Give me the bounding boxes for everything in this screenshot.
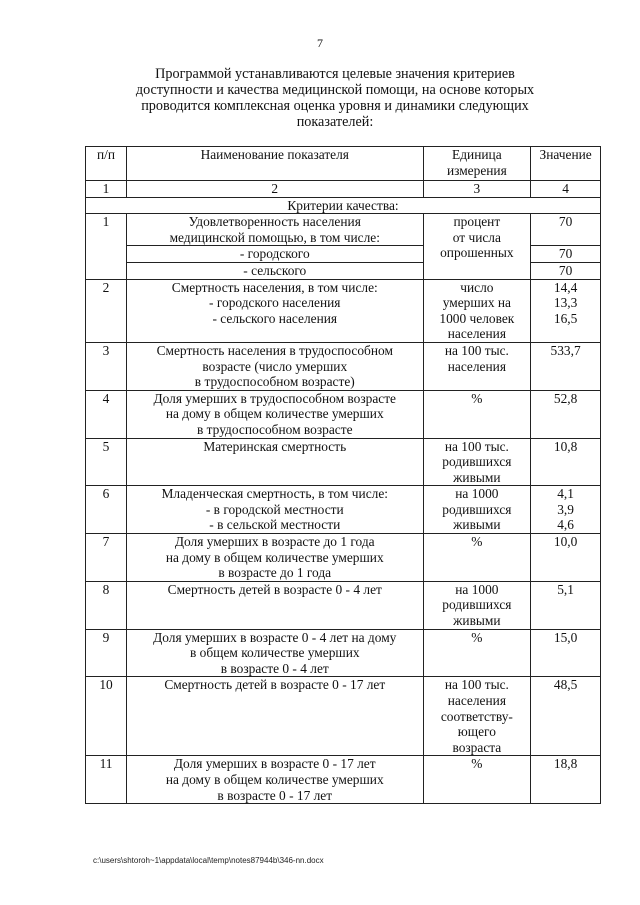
row-name — [127, 342, 423, 390]
row-name-line: медицинской помощью, в том числе: — [169, 229, 380, 245]
row-unit-line: родившихся — [442, 501, 512, 517]
row-name — [127, 214, 423, 246]
file-path-footer: c:\users\shtoroh~1\appdata\local\temp\notes87944b\346-nn.docx — [93, 856, 324, 865]
row-name — [127, 438, 423, 486]
table-row — [86, 756, 601, 804]
row-number: 10 — [86, 677, 127, 756]
row-unit-line: ющего — [457, 724, 496, 740]
row-name — [127, 486, 423, 534]
row-value-line: 13,3 — [553, 295, 578, 311]
row-unit — [423, 534, 531, 582]
table-row — [86, 390, 601, 438]
row-name-line: на дому в общем количестве умерших — [165, 549, 384, 565]
row-value — [531, 581, 601, 629]
subrow-name: - городского — [127, 246, 423, 263]
row-unit-line: от числа — [452, 229, 501, 245]
row-unit-line: на 100 тыс. — [444, 342, 509, 358]
subrow-name: - сельского — [127, 262, 423, 279]
row-name-line: - в сельской местности — [209, 517, 341, 533]
column-number: 2 — [127, 181, 423, 198]
row-unit-line: % — [471, 534, 483, 550]
row-value — [531, 534, 601, 582]
row-value: 70 — [531, 214, 601, 246]
row-name-line: в возрасте до 1 года — [218, 565, 332, 581]
row-name-line: Младенческая смертность, в том числе: — [161, 486, 388, 502]
row-number: 7 — [86, 534, 127, 582]
row-value-line: 533,7 — [550, 342, 581, 358]
row-unit-line: на 1000 — [455, 486, 499, 502]
row-unit-line: живыми — [453, 613, 501, 629]
row-number: 1 — [86, 214, 127, 279]
row-name-line: на дому в общем количестве умерших — [165, 771, 384, 787]
row-value-line: 48,5 — [553, 677, 578, 693]
row-number: 3 — [86, 342, 127, 390]
row-name-line: в трудоспособном возрасте — [197, 421, 353, 437]
row-unit — [423, 756, 531, 804]
row-unit-line: живыми — [453, 469, 501, 485]
row-name-line: на дому в общем количестве умерших — [165, 406, 384, 422]
row-name — [127, 677, 423, 756]
row-value — [531, 438, 601, 486]
page-number: 7 — [317, 36, 323, 50]
row-unit-line: живыми — [453, 517, 501, 533]
row-unit — [423, 677, 531, 756]
row-unit — [423, 279, 531, 342]
subrow-value: 70 — [531, 262, 601, 279]
row-name-line: Доля умерших в возрасте до 1 года — [174, 534, 375, 550]
row-value — [531, 629, 601, 677]
column-number: 4 — [531, 181, 601, 198]
row-unit — [423, 629, 531, 677]
row-value-line: 10,0 — [553, 534, 578, 550]
row-value — [531, 342, 601, 390]
row-unit-line: 1000 человек — [439, 310, 515, 326]
row-value — [531, 756, 601, 804]
table-row — [86, 677, 601, 756]
row-value — [531, 279, 601, 342]
intro-line: доступности и качества медицинской помощи, на основе которых — [135, 82, 535, 98]
row-number: 2 — [86, 279, 127, 342]
row-unit-line: % — [471, 756, 483, 772]
row-value-line: 14,4 — [553, 279, 578, 295]
row-number: 5 — [86, 438, 127, 486]
row-name — [127, 581, 423, 629]
table-header-row — [86, 147, 601, 181]
row-unit — [423, 342, 531, 390]
row-value — [531, 390, 601, 438]
row-name — [127, 756, 423, 804]
row-number: 11 — [86, 756, 127, 804]
row-value-line: 52,8 — [553, 390, 578, 406]
row-unit — [423, 390, 531, 438]
row-unit-line: % — [471, 390, 483, 406]
row-value-line: 3,9 — [557, 501, 574, 517]
row-value — [531, 677, 601, 756]
row-number: 9 — [86, 629, 127, 677]
row-name-line: в возрасте 0 - 4 лет — [220, 660, 329, 676]
table-row — [86, 629, 601, 677]
row-unit-line: процент — [453, 214, 501, 230]
table-row — [86, 279, 601, 342]
row-number: 6 — [86, 486, 127, 534]
row-value-line: 4,1 — [557, 486, 574, 502]
row-unit-line: населения — [447, 326, 506, 342]
section-row — [86, 197, 601, 214]
row-name-line: Смертность населения в трудоспособном — [156, 342, 393, 358]
row-name-line: Удовлетворенность населения — [188, 214, 361, 230]
table-row — [86, 581, 601, 629]
header-value: Значение — [531, 147, 601, 181]
row-name-line: Смертность детей в возрасте 0 - 4 лет — [167, 581, 382, 597]
header-number: п/п — [86, 147, 127, 181]
row-value-line: 16,5 — [553, 310, 578, 326]
row-value-line: 18,8 — [553, 756, 578, 772]
column-number: 1 — [86, 181, 127, 198]
row-unit-line: возраста — [452, 739, 502, 755]
row-name — [127, 390, 423, 438]
row-value-line: 10,8 — [553, 438, 578, 454]
row-unit-line: родившихся — [442, 454, 512, 470]
row-unit — [423, 486, 531, 534]
row-value-line: 4,6 — [557, 517, 574, 533]
row-unit — [423, 438, 531, 486]
intro-line: проводится комплексная оценка уровня и динамики следующих — [141, 98, 529, 114]
table-row — [86, 438, 601, 486]
header-unit: Единица измерения — [423, 147, 531, 181]
row-number: 8 — [86, 581, 127, 629]
row-unit-line: умерших на — [442, 295, 511, 311]
row-unit-line: на 1000 — [455, 581, 499, 597]
intro-line: Программой устанавливаются целевые значения критериев — [155, 66, 515, 82]
row-name-line: Доля умерших в возрасте 0 - 4 лет на дому — [153, 629, 397, 645]
intro-line: показателей: — [296, 114, 374, 130]
row-name-line: в общем количестве умерших — [189, 645, 360, 661]
table-row — [86, 534, 601, 582]
row-name — [127, 279, 423, 342]
row-unit-line: на 100 тыс. — [444, 438, 509, 454]
row-unit-line: соответству- — [440, 708, 513, 724]
table-row — [86, 342, 601, 390]
row-name-line: Смертность населения, в том числе: — [171, 279, 378, 295]
row-name — [127, 534, 423, 582]
column-number: 3 — [423, 181, 531, 198]
table-row — [86, 214, 601, 246]
subrow-value: 70 — [531, 246, 601, 263]
row-name-line: Доля умерших в трудоспособном возрасте — [153, 390, 397, 406]
row-value-line: 5,1 — [557, 581, 574, 597]
row-name — [127, 629, 423, 677]
indicators-table — [85, 146, 601, 804]
row-number: 4 — [86, 390, 127, 438]
row-unit — [423, 581, 531, 629]
row-unit-line: опрошенных — [440, 245, 514, 261]
row-name-line: - в городской местности — [205, 501, 344, 517]
row-unit — [423, 214, 531, 279]
row-unit-line: населения — [447, 693, 506, 708]
row-unit-line: родившихся — [442, 597, 512, 613]
section-title: Критерии качества: — [86, 197, 601, 214]
row-name-line: Смертность детей в возрасте 0 - 17 лет — [164, 677, 386, 693]
row-unit-line: число — [460, 279, 494, 295]
row-name-line: в возрасте 0 - 17 лет — [217, 787, 333, 803]
row-name-line: Доля умерших в возрасте 0 - 17 лет — [173, 756, 376, 772]
row-unit-line: % — [471, 629, 483, 645]
row-name-line: - городского населения — [209, 295, 341, 311]
row-value-line: 15,0 — [553, 629, 578, 645]
row-value — [531, 486, 601, 534]
row-unit-line: населения — [447, 358, 506, 374]
header-name: Наименование показателя — [127, 147, 423, 181]
row-name-line: - сельского населения — [212, 310, 338, 326]
row-name-line: в трудоспособном возрасте) — [194, 374, 355, 390]
row-name-line: возрасте (число умерших — [202, 358, 348, 374]
row-unit-line: на 100 тыс. — [444, 677, 509, 693]
table-row — [86, 486, 601, 534]
column-numbers-row — [86, 181, 601, 198]
intro-paragraph — [100, 66, 570, 130]
row-name-line: Материнская смертность — [203, 438, 347, 454]
